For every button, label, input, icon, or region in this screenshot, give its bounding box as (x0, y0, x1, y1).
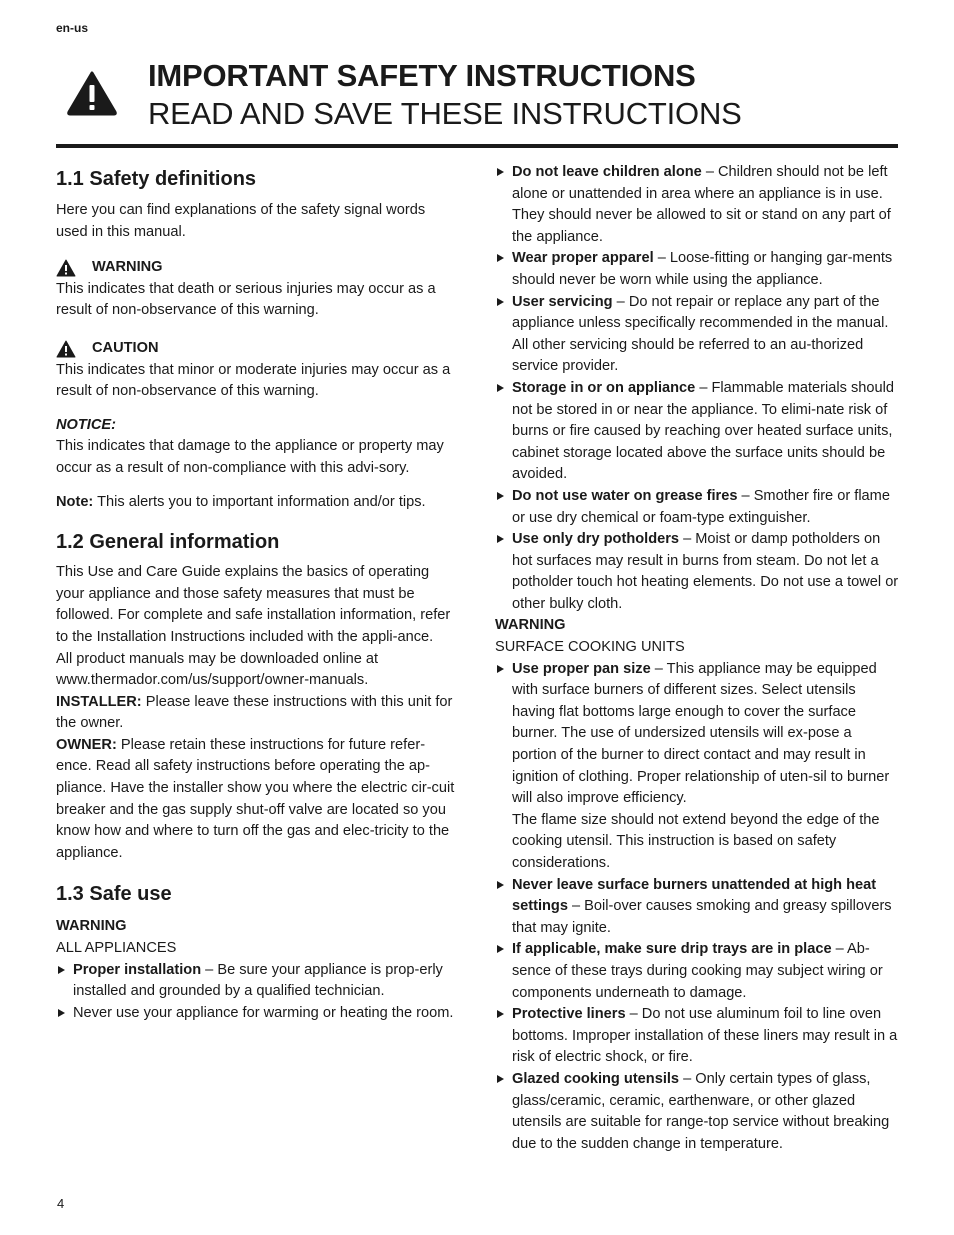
list-item: Never leave surface burners unattended at high heat settings – Boil-over causes smoking and greasy spillovers that may ignite. (495, 875, 900, 940)
list-item: Use only dry potholders – Moist or damp potholders on hot surfaces may result in burns from steam. Do not let a potholder touch hot heating elements. Do not use a towel or other bulky cloth. (495, 529, 900, 615)
caution-description: This indicates that minor or moderate injuries may occur as a result of non-observance of this warning. (56, 361, 451, 400)
page-number: 4 (57, 1196, 65, 1211)
manuals-download-paragraph: All product manuals may be downloaded online at www.thermador.com/us/support/owner-manuals. (56, 650, 379, 689)
note-text: This alerts you to important information and/or tips. (93, 493, 426, 510)
note-label: Note: (56, 493, 94, 510)
caution-triangle-icon (56, 340, 76, 358)
section-heading-safety-definitions: 1.1 Safety definitions (56, 168, 257, 190)
safety-list-1 (495, 162, 900, 615)
caution-label: CAUTION (92, 339, 159, 356)
notice-label: NOTICE: (56, 416, 116, 433)
installer-text: Please leave these instructions with this unit for the owner. (56, 693, 453, 732)
owner-paragraph (56, 735, 458, 865)
list-item: Wear proper apparel – Loose-fitting or hanging gar-ments should never be worn while using the appliance. (495, 248, 900, 291)
page-subtitle: READ AND SAVE THESE INSTRUCTIONS (148, 96, 742, 131)
list-item: Protective liners – Do not use aluminum foil to line oven bottoms. Improper installation of these liners may result in a risk of electric shock, or fire. (495, 1004, 900, 1069)
list-item: Do not leave children alone – Children should not be left alone or unattended in area where an appliance is in use. They should never be allowed to sit or stand on any part of the appliance. (495, 162, 900, 248)
surface-cooking-units-label: SURFACE COOKING UNITS (495, 639, 685, 656)
language-code: en-us (56, 21, 89, 35)
list-item: Storage in or on appliance – Flammable materials should not be stored in or near the appliance. To elimi-nate risk of burns or fire caused by reaching over heated surface units, cabinet storage located above the surface units should be avoided. (495, 378, 900, 486)
installer-label: INSTALLER: (56, 693, 142, 710)
warning-description: This indicates that death or serious injuries may occur as a result of non-observance of this warning. (56, 280, 436, 319)
list-item: Proper installation – Be sure your appliance is prop-erly installed and grounded by a qualified technician. (56, 960, 458, 1003)
notice-description: This indicates that damage to the appliance or property may occur as a result of non-compliance with this advi-sory. (56, 438, 444, 476)
page-title: IMPORTANT SAFETY INSTRUCTIONS (148, 58, 696, 93)
safe-use-warning-label: WARNING (56, 918, 127, 935)
safety-definitions-intro: Here you can find explanations of the safety signal words used in this manual. (56, 202, 426, 240)
all-appliances-list (56, 960, 458, 1025)
warning-triangle-icon (66, 70, 118, 116)
caution-signal (56, 338, 458, 360)
section-heading-safe-use: 1.3 Safe use (56, 883, 172, 906)
warning-triangle-icon (56, 259, 76, 277)
safety-list-2 (495, 659, 900, 1156)
note-paragraph (56, 492, 458, 514)
section-heading-general-information: 1.2 General information (56, 531, 280, 554)
header-divider (56, 144, 898, 148)
list-item: If applicable, make sure drip trays are in place – Ab-sence of these trays during cooking may subject wiring or components underneath to damage. (495, 939, 900, 1004)
warning-signal (56, 257, 458, 279)
installer-paragraph (56, 692, 458, 735)
list-item: Glazed cooking utensils – Only certain types of glass, glass/ceramic, ceramic, earthenware, or other glazed utensils are suitable for range-top service without breaking due to the sudden change in temperature. (495, 1069, 900, 1155)
owner-label: OWNER: (56, 736, 117, 753)
list-item: Do not use water on grease fires – Smother fire or flame or use dry chemical or foam-type extinguisher. (495, 486, 900, 529)
list-item: Never use your appliance for warming or heating the room. (56, 1003, 458, 1025)
list-item: User servicing – Do not repair or replace any part of the appliance unless specifically recommended in the manual. All other servicing should be referred to an au-thorized service provider. (495, 292, 900, 378)
surface-warning-label: WARNING (495, 617, 566, 634)
all-appliances-label: ALL APPLIANCES (56, 940, 177, 957)
general-info-paragraph: This Use and Care Guide explains the basics of operating your appliance and those safety measures that must be followed. For complete and safe installation information, refer to the Installation Instructions included with the appli-ance. (56, 564, 451, 645)
right-column (495, 162, 900, 1155)
pan-size-extra: The flame size should not extend beyond the edge of the cooking utensil. This instruction is based on safety considerations. (512, 811, 880, 871)
warning-label: WARNING (92, 259, 163, 276)
left-column (56, 162, 458, 1024)
owner-text: Please retain these instructions for future refer-ence. Read all safety instructions before operating the ap-pliance. Have the installer show you where the electric cir-cuit breaker and the gas supply shut-off valve are located so you know how and where to turn off the gas and elec-tricity to the appliance. (56, 736, 455, 861)
list-item: Use proper pan size – This appliance may be equipped with surface burners of different sizes. Select utensils having flat bottoms large enough to cover the surface burner. The use of undersized utensils will ex-pose a portion of the burner to direct contact and may result in ignition of clothing. Proper relationship of uten-sil to burner will also improve efficiency. The flame size should not extend beyond the edge of the cooking utensil. This instruction is based on safety considerations. (495, 659, 900, 875)
